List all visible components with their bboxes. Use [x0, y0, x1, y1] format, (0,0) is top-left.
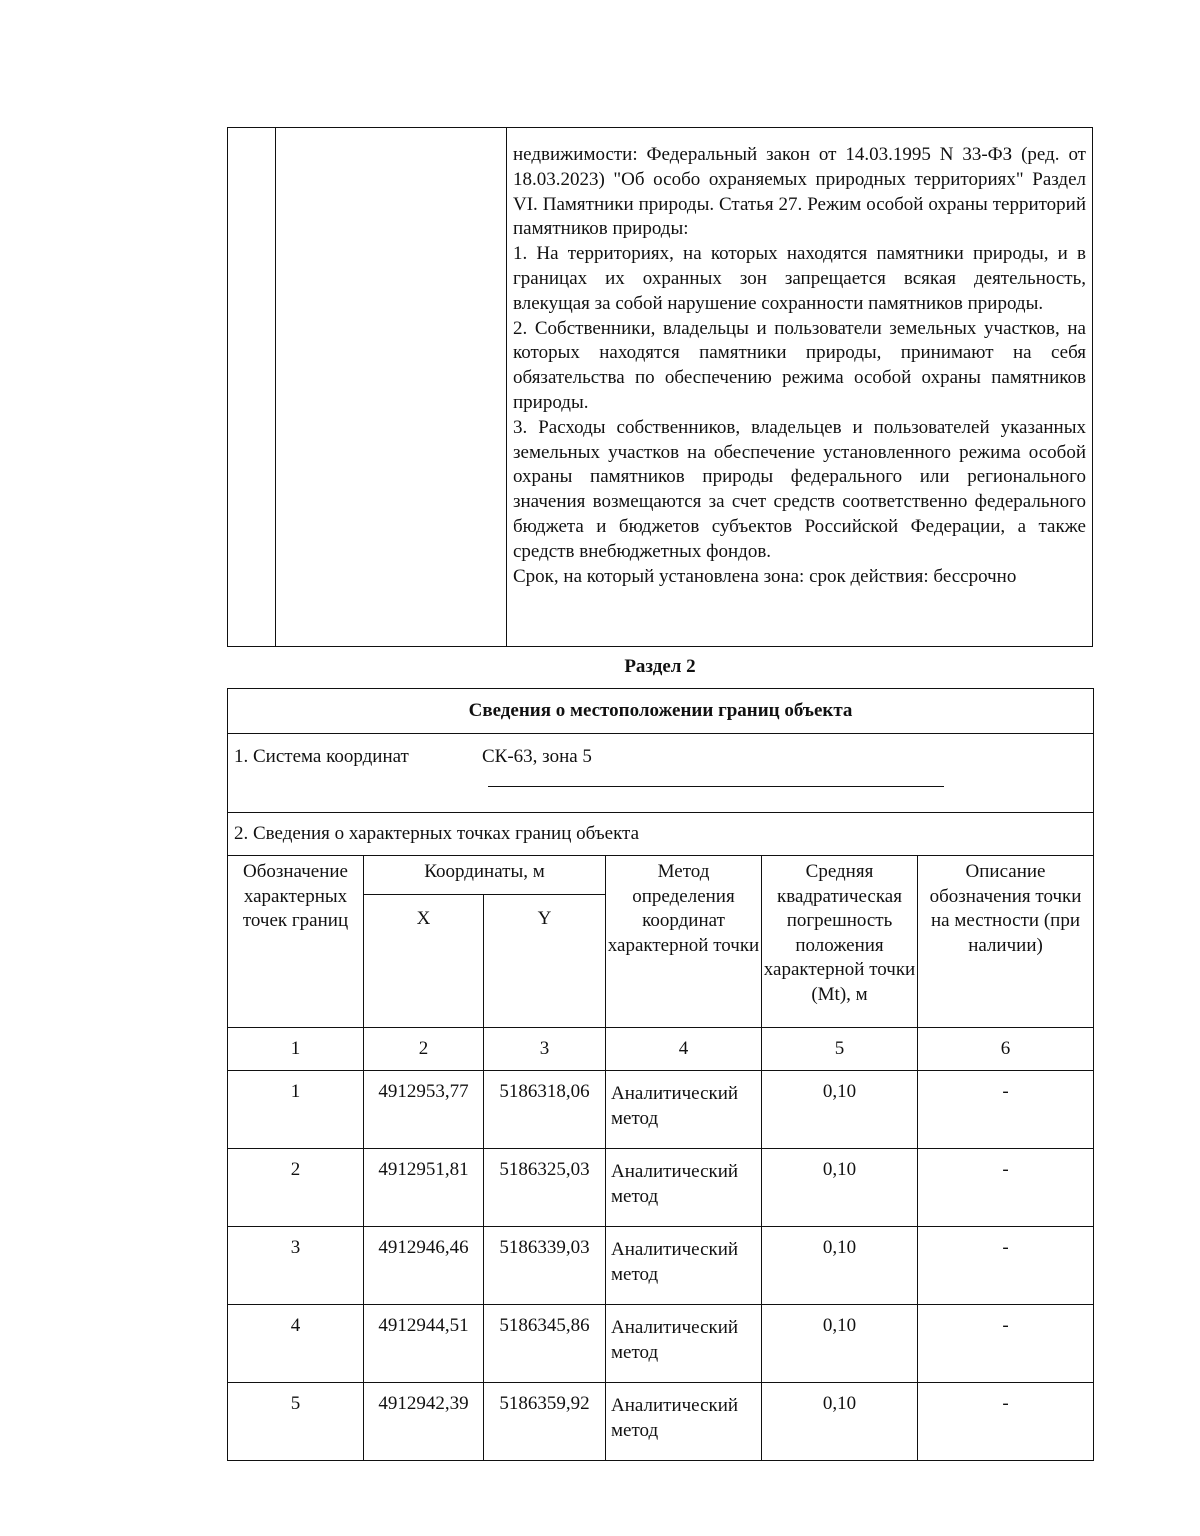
column-number: 1	[228, 1028, 364, 1071]
header-designation: Обозначение характерных точек границ	[228, 856, 364, 1028]
point-number: 2	[228, 1149, 364, 1227]
point-description: -	[918, 1149, 1094, 1227]
method: Аналитический метод	[606, 1071, 762, 1149]
point-number: 1	[228, 1071, 364, 1149]
points-section-title: 2. Сведения о характерных точках границ объекта	[228, 813, 1094, 856]
column-number-row	[228, 1028, 1094, 1071]
method: Аналитический метод	[606, 1227, 762, 1305]
table-row	[228, 1149, 1094, 1227]
regime-paragraph: недвижимости: Федеральный закон от 14.03.1995 N 33-ФЗ (ред. от 18.03.2023) "Об особо охраняемых природных территориях" Раздел VI. Памятники природы. Статья 27. Режим особой охраны территорий памятников природы:	[513, 144, 1086, 240]
regime-paragraph: 1. На территориях, на которых находятся памятники природы, и в границах их охранных зон запрещается всякая деятельность, влекущая за собой нарушение сохранности памятников природы.	[513, 243, 1086, 314]
coord-x: 4912946,46	[364, 1227, 484, 1305]
coord-x: 4912944,51	[364, 1305, 484, 1383]
column-number: 6	[918, 1028, 1094, 1071]
regime-paragraph: 3. Расходы собственников, владельцев и пользователей указанных земельных участков на обеспечение установленного режима особой охраны памятников природы федерального или регионального значения возмещаются за счет средств соответственно федерального бюджета и бюджетов субъектов Российской Федерации, а также средств внебюджетных фондов.	[513, 416, 1086, 562]
regime-paragraph: 2. Собственники, владельцы и пользователи земельных участков, на которых находятся памятники природы, принимают на себя обязательства по обеспечению режима особой охраны памятников природы.	[513, 317, 1086, 413]
coord-y: 5186359,92	[484, 1383, 606, 1461]
section-title: Раздел 2	[624, 656, 696, 677]
coord-y: 5186318,06	[484, 1071, 606, 1149]
table-row	[228, 1071, 1094, 1149]
error-value: 0,10	[762, 1383, 918, 1461]
header-coordinates: Координаты, м	[364, 856, 606, 895]
regime-table	[227, 127, 1093, 647]
column-number: 2	[364, 1028, 484, 1071]
coord-x: 4912942,39	[364, 1383, 484, 1461]
coord-y: 5186325,03	[484, 1149, 606, 1227]
column-number: 3	[484, 1028, 606, 1071]
regime-col-name	[276, 128, 507, 647]
coord-system-underline	[488, 786, 944, 787]
column-number: 4	[606, 1028, 762, 1071]
point-number: 4	[228, 1305, 364, 1383]
coord-x: 4912951,81	[364, 1149, 484, 1227]
header-error: Средняя квадратическая погрешность положения характерной точки (Mt), м	[762, 856, 918, 1028]
coord-y: 5186345,86	[484, 1305, 606, 1383]
point-description: -	[918, 1305, 1094, 1383]
error-value: 0,10	[762, 1305, 918, 1383]
method: Аналитический метод	[606, 1149, 762, 1227]
column-number: 5	[762, 1028, 918, 1071]
regime-term: Срок, на который установлена зона: срок действия: бессрочно	[513, 565, 1017, 587]
table-row	[228, 1305, 1094, 1383]
method: Аналитический метод	[606, 1383, 762, 1461]
coord-y: 5186339,03	[484, 1227, 606, 1305]
regime-col-number	[228, 128, 276, 647]
point-description: -	[918, 1227, 1094, 1305]
point-description: -	[918, 1383, 1094, 1461]
coord-system-row	[228, 734, 1094, 813]
error-value: 0,10	[762, 1149, 918, 1227]
boundary-table	[227, 688, 1094, 1461]
header-method: Метод определения координат характерной точки	[606, 856, 762, 1028]
error-value: 0,10	[762, 1227, 918, 1305]
table-row	[228, 1383, 1094, 1461]
header-x: X	[364, 895, 484, 1028]
coord-system-value: СК-63, зона 5	[482, 746, 592, 767]
point-description: -	[918, 1071, 1094, 1149]
regime-col-text	[507, 128, 1093, 647]
header-description: Описание обозначения точки на местности (при наличии)	[918, 856, 1094, 1028]
table-row	[228, 1227, 1094, 1305]
point-number: 5	[228, 1383, 364, 1461]
coord-x: 4912953,77	[364, 1071, 484, 1149]
header-y: Y	[484, 895, 606, 1028]
boundary-table-title: Сведения о местоположении границ объекта	[228, 689, 1094, 734]
coord-system-label: 1. Система координат	[234, 746, 409, 767]
point-number: 3	[228, 1227, 364, 1305]
error-value: 0,10	[762, 1071, 918, 1149]
method: Аналитический метод	[606, 1305, 762, 1383]
